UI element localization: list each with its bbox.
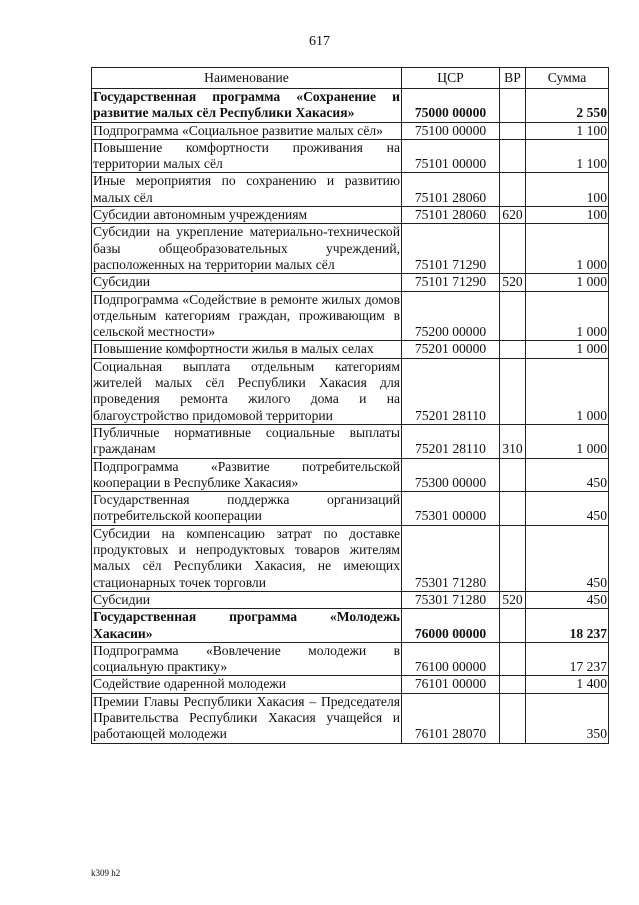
cell-name: Государственная программа «Молодежь Хакасии» — [93, 609, 400, 641]
table-row — [92, 274, 609, 291]
cell-csr: 76100 00000 — [402, 642, 500, 676]
cell-name: Содействие одаренной молодежи — [92, 676, 402, 693]
cell-name: Субсидии на компенсацию затрат по доставке продуктовых и непродуктовых товаров жителям малых сёл Республики Хакасия, не имеющих стационарных точек торговли — [93, 525, 400, 590]
cell-csr: 75101 28060 — [402, 173, 500, 207]
cell-name: Публичные нормативные социальные выплаты гражданам — [93, 424, 400, 457]
cell-name: Субсидии автономным учреждениям — [92, 207, 402, 224]
cell-vr — [500, 458, 526, 492]
cell-sum: 100 — [526, 207, 609, 224]
cell-sum: 17 237 — [526, 642, 609, 676]
cell-vr — [500, 224, 526, 274]
cell-sum: 450 — [526, 525, 609, 591]
budget-table-body — [92, 68, 609, 744]
table-header-row — [92, 68, 609, 89]
table-row — [92, 642, 609, 676]
header-sum: Сумма — [526, 68, 609, 89]
footer-code: k309 h2 — [91, 868, 121, 878]
cell-csr: 75300 00000 — [402, 458, 500, 492]
cell-sum: 100 — [526, 173, 609, 207]
cell-name: Социальная выплата отдельным категориям жителей малых сёл Республики Хакасия для проведения ремонта жилого дома и на благоустройство придомовой территории — [93, 358, 400, 423]
cell-vr — [500, 341, 526, 358]
cell-vr: 520 — [500, 274, 526, 291]
cell-vr — [500, 609, 526, 643]
cell-sum: 1 000 — [526, 291, 609, 341]
table-row — [92, 89, 609, 123]
cell-name: Иные мероприятия по сохранению и развитию малых сёл — [93, 173, 400, 205]
cell-vr: 520 — [500, 591, 526, 608]
cell-csr: 75301 00000 — [402, 492, 500, 526]
table-row — [92, 424, 609, 458]
budget-table — [91, 67, 609, 744]
table-row — [92, 609, 609, 643]
cell-name: Субсидии — [92, 274, 402, 291]
cell-sum: 1 000 — [526, 424, 609, 458]
table-row — [92, 122, 609, 139]
table-row — [92, 676, 609, 693]
table-row — [92, 291, 609, 341]
cell-csr: 75201 28110 — [402, 358, 500, 424]
cell-sum: 450 — [526, 492, 609, 526]
cell-name: Субсидии на укрепление материально-технической базы общеобразовательных учреждений, расположенных на территории малых сёл — [93, 224, 400, 272]
cell-sum: 1 000 — [526, 274, 609, 291]
cell-csr: 75200 00000 — [402, 291, 500, 341]
cell-vr — [500, 693, 526, 743]
cell-vr — [500, 492, 526, 526]
cell-vr — [500, 139, 526, 173]
cell-sum: 450 — [526, 458, 609, 492]
cell-csr: 76101 28070 — [402, 693, 500, 743]
cell-vr — [500, 173, 526, 207]
cell-vr — [500, 642, 526, 676]
cell-csr: 75100 00000 — [402, 122, 500, 139]
cell-sum: 1 400 — [526, 676, 609, 693]
cell-sum: 1 100 — [526, 122, 609, 139]
cell-csr: 75201 00000 — [402, 341, 500, 358]
table-row — [92, 341, 609, 358]
cell-sum: 1 100 — [526, 139, 609, 173]
cell-csr: 76101 00000 — [402, 676, 500, 693]
table-row — [92, 693, 609, 743]
cell-vr — [500, 89, 526, 123]
cell-name: Государственная поддержка организаций потребительской кооперации — [93, 492, 400, 524]
cell-csr: 75000 00000 — [402, 89, 500, 123]
table-row — [92, 207, 609, 224]
cell-vr — [500, 122, 526, 139]
table-row — [92, 492, 609, 526]
cell-sum: 2 550 — [526, 89, 609, 123]
cell-sum: 1 000 — [526, 341, 609, 358]
cell-csr: 75101 71290 — [402, 274, 500, 291]
table-row — [92, 525, 609, 591]
cell-name: Премии Главы Республики Хакасия – Председателя Правительства Республики Хакасия учащейся и работающей молодежи — [93, 693, 400, 742]
cell-csr: 75301 71280 — [402, 591, 500, 608]
cell-sum: 450 — [526, 591, 609, 608]
cell-vr: 310 — [500, 424, 526, 458]
page-number: 617 — [309, 34, 330, 49]
table-row — [92, 139, 609, 173]
cell-name: Государственная программа «Сохранение и развитие малых сёл Республики Хакасия» — [93, 89, 400, 121]
cell-vr: 620 — [500, 207, 526, 224]
table-row — [92, 224, 609, 274]
table-row — [92, 458, 609, 492]
cell-sum: 1 000 — [526, 224, 609, 274]
header-name: Наименование — [92, 68, 402, 89]
cell-vr — [500, 525, 526, 591]
cell-name: Подпрограмма «Содействие в ремонте жилых домов отдельным категориям граждан, проживающим в сельской местности» — [93, 291, 400, 340]
cell-name: Подпрограмма «Развитие потребительской кооперации в Республике Хакасия» — [93, 458, 400, 490]
cell-name: Повышение комфортности проживания на территории малых сёл — [93, 139, 400, 172]
table-row — [92, 591, 609, 608]
cell-name: Повышение комфортности жилья в малых селах — [92, 341, 402, 358]
cell-csr: 76000 00000 — [402, 609, 500, 643]
cell-name: Подпрограмма «Социальное развитие малых сёл» — [92, 122, 402, 139]
cell-name: Подпрограмма «Вовлечение молодежи в социальную практику» — [93, 642, 400, 675]
cell-csr: 75101 71290 — [402, 224, 500, 274]
table-row — [92, 173, 609, 207]
cell-sum: 18 237 — [526, 609, 609, 643]
cell-name: Субсидии — [92, 591, 402, 608]
table-row — [92, 358, 609, 424]
header-vr: ВР — [500, 68, 526, 89]
cell-vr — [500, 676, 526, 693]
cell-vr — [500, 291, 526, 341]
cell-csr: 75301 71280 — [402, 525, 500, 591]
cell-csr: 75101 28060 — [402, 207, 500, 224]
cell-csr: 75201 28110 — [402, 424, 500, 458]
cell-sum: 350 — [526, 693, 609, 743]
header-csr: ЦСР — [402, 68, 500, 89]
cell-vr — [500, 358, 526, 424]
cell-csr: 75101 00000 — [402, 139, 500, 173]
cell-sum: 1 000 — [526, 358, 609, 424]
